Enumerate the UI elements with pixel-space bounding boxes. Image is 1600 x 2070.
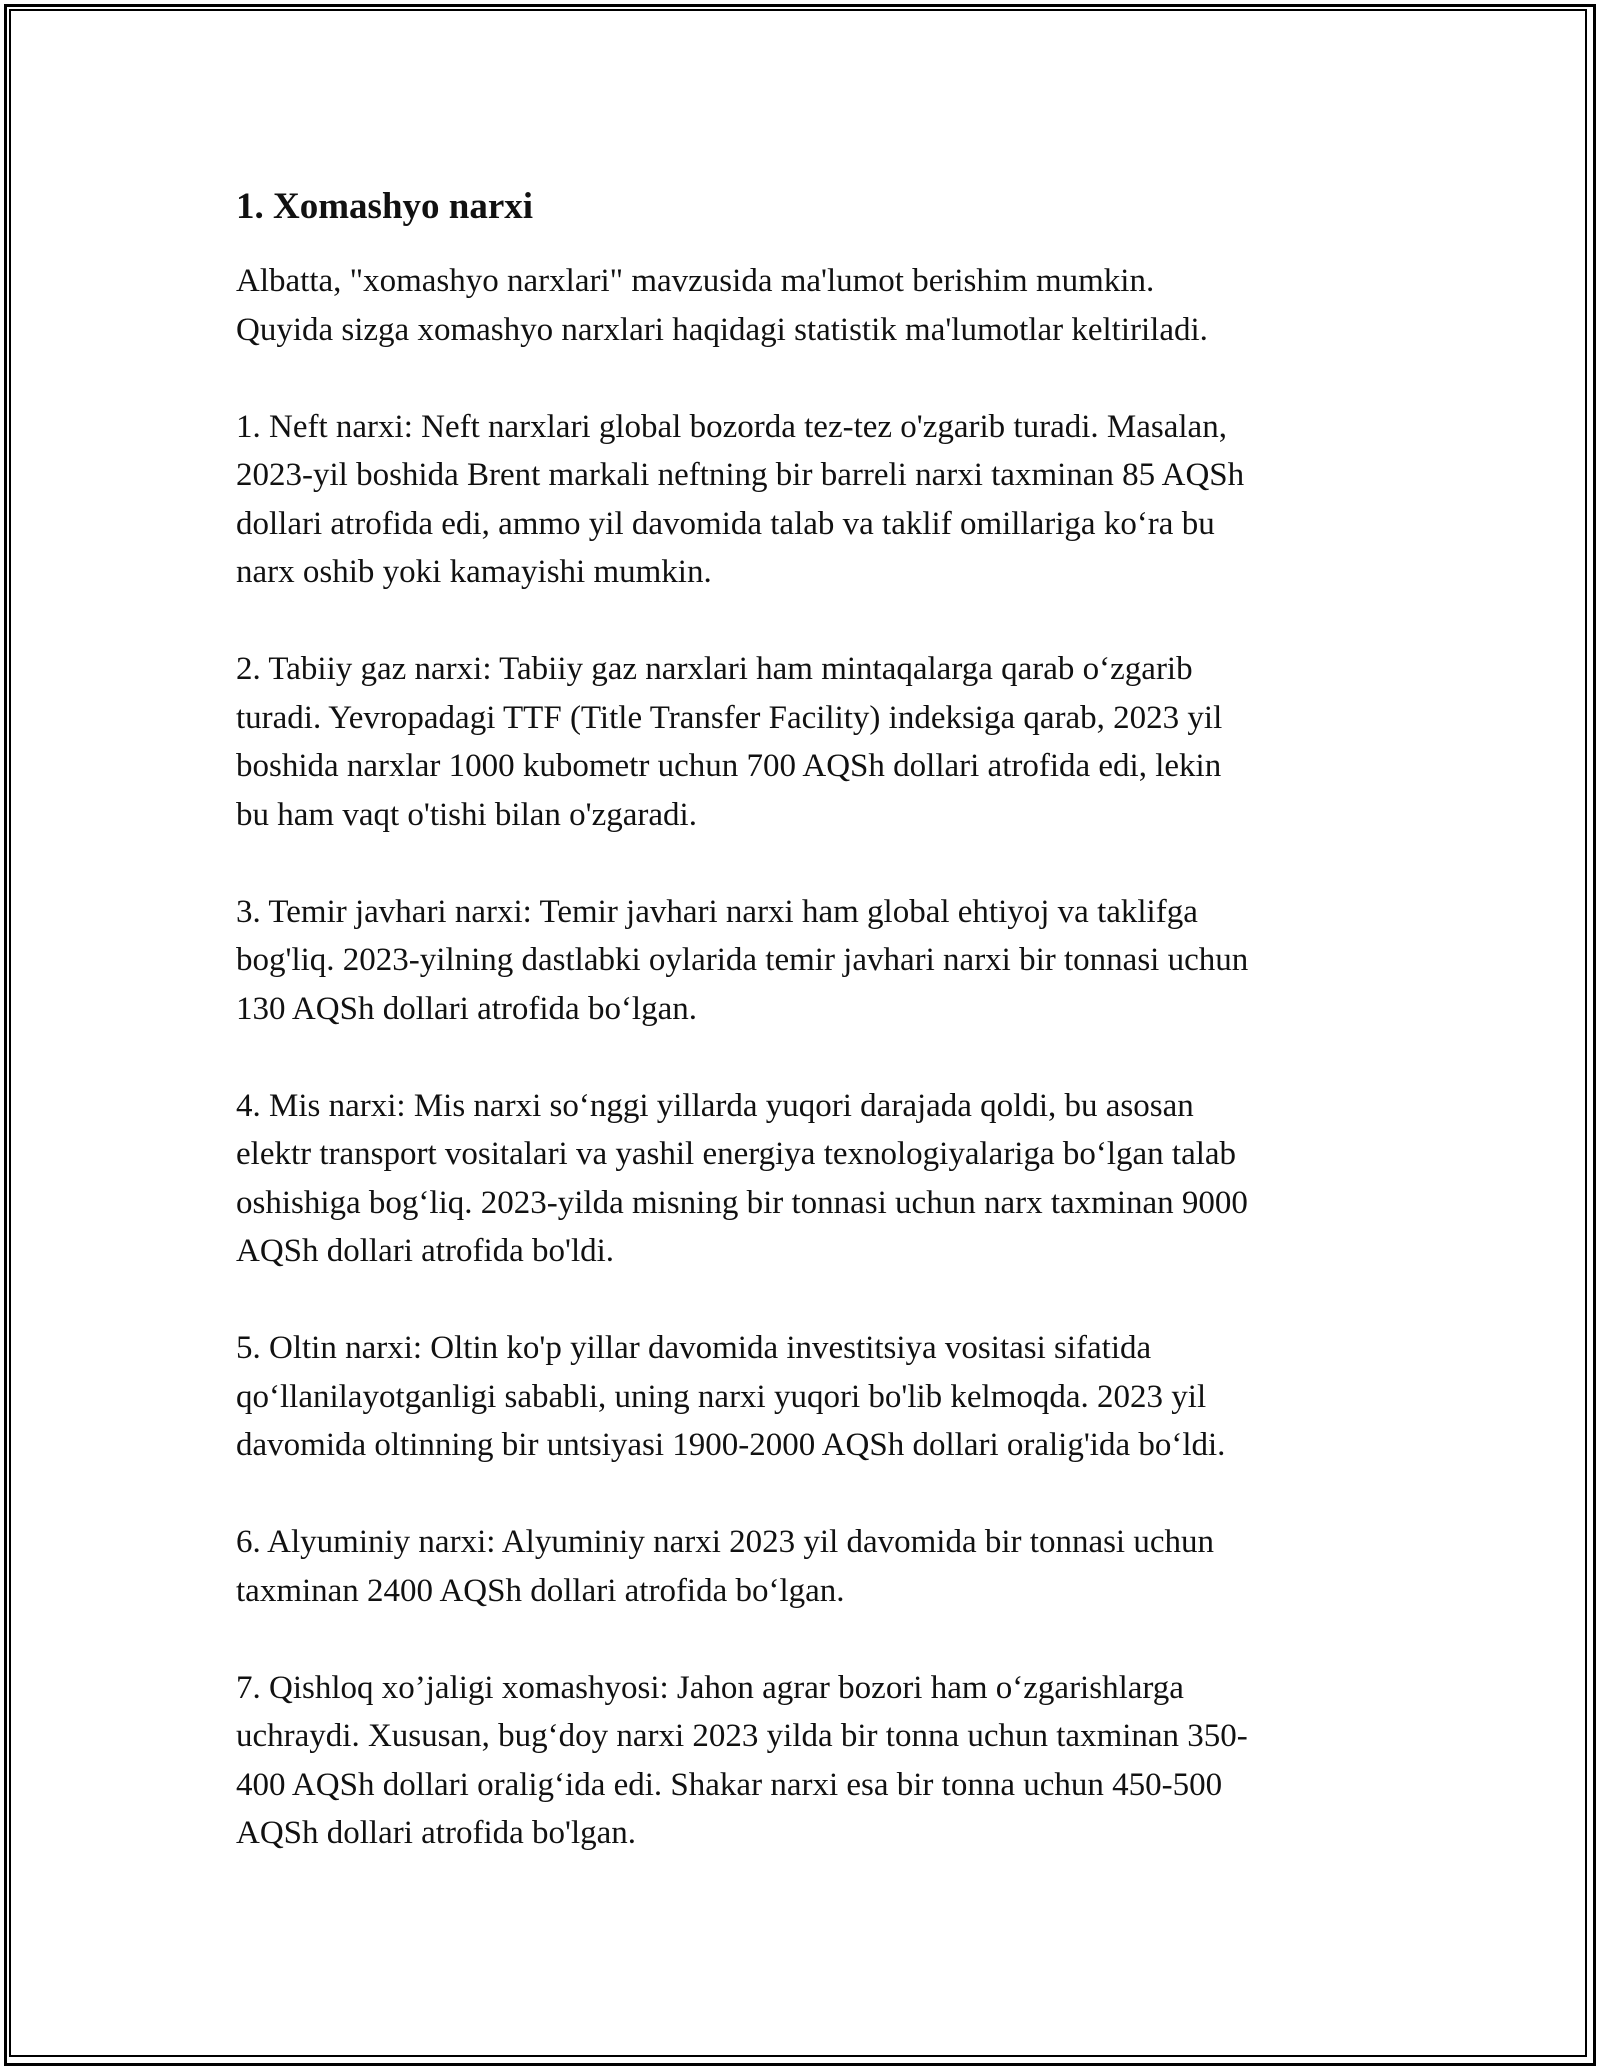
document-body bbox=[236, 185, 1386, 1906]
gold-price-paragraph: 5. Oltin narxi: Oltin ko'p yillar davomida investitsiya vositasi sifatida qo‘llanilayotganligi sababli, uning narxi yuqori bo'lib kelmoqda. 2023 yil davomida oltinning bir untsiyasi 1900-2000 AQSh dollari oralig'ida bo‘ldi. bbox=[236, 1330, 1226, 1464]
oil-price-paragraph: 1. Neft narxi: Neft narxlari global bozorda tez-tez o'zgarib turadi. Masalan, 2023-yil boshida Brent markali neftning bir barreli narxi taxminan 85 AQSh dollari atrofida edi, ammo yil davomida talab va taklif omillariga ko‘ra bu narx oshib yoki kamayishi mumkin. bbox=[236, 408, 1245, 591]
agriculture-price-paragraph: 7. Qishloq xo’jaligi xomashyosi: Jahon agrar bozori ham o‘zgarishlarga uchraydi. Xususan, bug‘doy narxi 2023 yilda bir tonna uchun taxminan 350- 400 AQSh dollari oralig‘ida edi. Shakar narxi esa bir tonna uchun 450-500 AQSh dollari atrofida bo'lgan. bbox=[236, 1669, 1248, 1852]
copper-price-paragraph: 4. Mis narxi: Mis narxi so‘nggi yillarda yuqori darajada qoldi, bu asosan elektr transport vositalari va yashil energiya texnologiyalariga bo‘lgan talab oshishiga bog‘liq. 2023-yilda misning bir tonnasi uchun narx taxminan 9000 AQSh dollari atrofida bo'ldi. bbox=[236, 1087, 1248, 1270]
section-heading: 1. Xomashyo narxi bbox=[236, 186, 534, 227]
intro-paragraph: Albatta, "xomashyo narxlari" mavzusida ma'lumot berishim mumkin. Quyida sizga xomashyo narxlari haqidagi statistik ma'lumotlar keltiriladi. bbox=[236, 263, 1208, 348]
iron-ore-price-paragraph: 3. Temir javhari narxi: Temir javhari narxi ham global ehtiyoj va taklifga bog'liq. 2023-yilning dastlabki oylarida temir javhari narxi bir tonnasi uchun 130 AQSh dollari atrofida bo‘lgan. bbox=[236, 893, 1249, 1027]
aluminium-price-paragraph: 6. Alyuminiy narxi: Alyuminiy narxi 2023 yil davomida bir tonnasi uchun taxminan 2400 AQSh dollari atrofida bo‘lgan. bbox=[236, 1524, 1214, 1609]
natural-gas-price-paragraph: 2. Tabiiy gaz narxi: Tabiiy gaz narxlari ham mintaqalarga qarab o‘zgarib turadi. Yevropadagi TTF (Title Transfer Facility) indeksiga qarab, 2023 yil boshida narxlar 1000 kubometr uchun 700 AQSh dollari atrofida edi, lekin bu ham vaqt o'tishi bilan o'zgaradi. bbox=[236, 651, 1223, 833]
